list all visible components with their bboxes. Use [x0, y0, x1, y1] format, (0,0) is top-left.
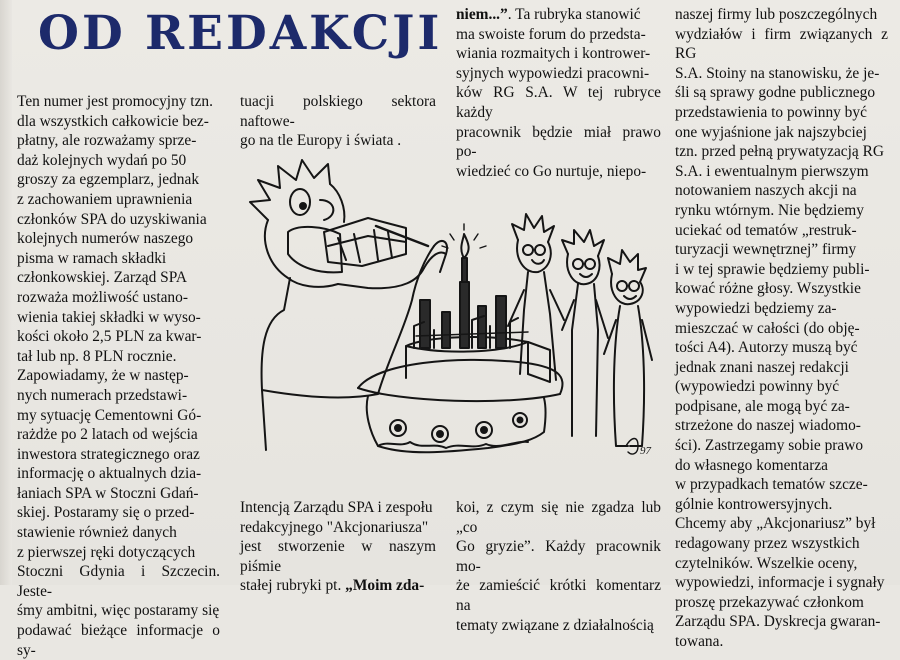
cartoon-illustration: [228, 150, 663, 490]
rubric-title-end: niem...”: [456, 6, 508, 23]
man-figure: [250, 160, 447, 450]
column-2-top-text: tuacji polskiego sektora naftowe- go na tle Europy i świata .: [240, 93, 436, 150]
column-2-bottom-text: [240, 498, 436, 596]
column-3-top-body: . Ta rubryka stanowić ma swoiste forum do przedsta- wiania rozmaitych i kontrower- syjnych wypowiedzi pracowni- ków RG S.A. W tej rubryce każdy pracownik będzie miał prawo po- wiedzieć co Go nurtuje, niepo-: [456, 6, 661, 180]
rubric-title-start: „Moim zda-: [345, 577, 425, 595]
column-2-bottom-body: Intencją Zarządu SPA i zespołu redakcyjnego "Akcjonariusza" jest stworzenie w naszym piśmie stałej rubryki pt.: [240, 499, 436, 595]
page-fold-shadow: [0, 0, 12, 585]
column-3-bottom-text: koi, z czym się nie zgadza lub „co Go gryzie”. Każdy pracownik mo- że zamieścić krótki komentarz na tematy związane z działalnością: [456, 499, 661, 634]
signature-year: 97: [640, 445, 651, 457]
column-1-text: Ten numer jest promocyjny tzn. dla wszystkich całkowicie bez- płatny, ale rozważamy sprze- daż kolejnych wydań po 50 groszy za egzemplarz, jednak z zachowaniem uprawnienia członków SPA do uzyskiwania kolejnych numerów naszego pisma w ramach składki członkowskiej. Zarząd SPA rozważa możliwość ustano- wienia takiej składki w wyso- kości około 2,5 PLN za kwar- tał lub np. 8 PLN rocznie. Zapowiadamy, że w następ- nych numerach przedstawi- my sytuację Cementowni Gó- rażdże po 2 latach od wejścia inwestora strategicznego oraz informację o aktualnych dzia- łaniach SPA w Stoczni Gdań- skiej. Postaramy się o przed- stawienie również danych z pierwszej ręki dotyczących Stoczni Gdynia i Szczecin. Jeste- śmy ambitni, więc postaramy się podawać bieżące informacje o sy-: [17, 93, 220, 659]
section-title: OD REDAKCJI: [38, 6, 443, 61]
onlooker-figures: [508, 214, 652, 446]
flower-decoration: [390, 413, 527, 442]
column-4-text: naszej firmy lub poszczególnych wydziałów i firm związanych z RG S.A. Stoiny na stanowisku, że je- śli są sprawy godne publicznego przedstawienia to powinny być one wyjaśnione jak najszybciej tzn. przed pełną prywatyzacją RG S.A. i ewentualnym pierwszym notowaniem naszych akcji na rynku wtórnym. Nie będziemy uciekać od tematów „restruk- turyzacji wewnętrznej” firmy i w tej sprawie będziemy publi- kować różne głosy. Wszystkie wypowiedzi będziemy za- mieszczać w całości (do obję- tości A4). Autorzy muszą być jednak znani naszej redakcji (wypowiedzi powinny być podpisane, ale mogą być za- strzeżone do naszej wiadomo- ści). Zastrzegamy sobie prawo do własnego komentarza w przypadkach tematów szcze- gólnie kontrowersyjnych. Chcemy aby „Akcjonariusz” był redagowany przez wszystkich czytelników. Wszelkie oceny, wypowiedzi, informacje i sygnały proszę przekazywać członkom Zarządu SPA. Dyskrecja gwaran- towana.: [675, 6, 888, 650]
